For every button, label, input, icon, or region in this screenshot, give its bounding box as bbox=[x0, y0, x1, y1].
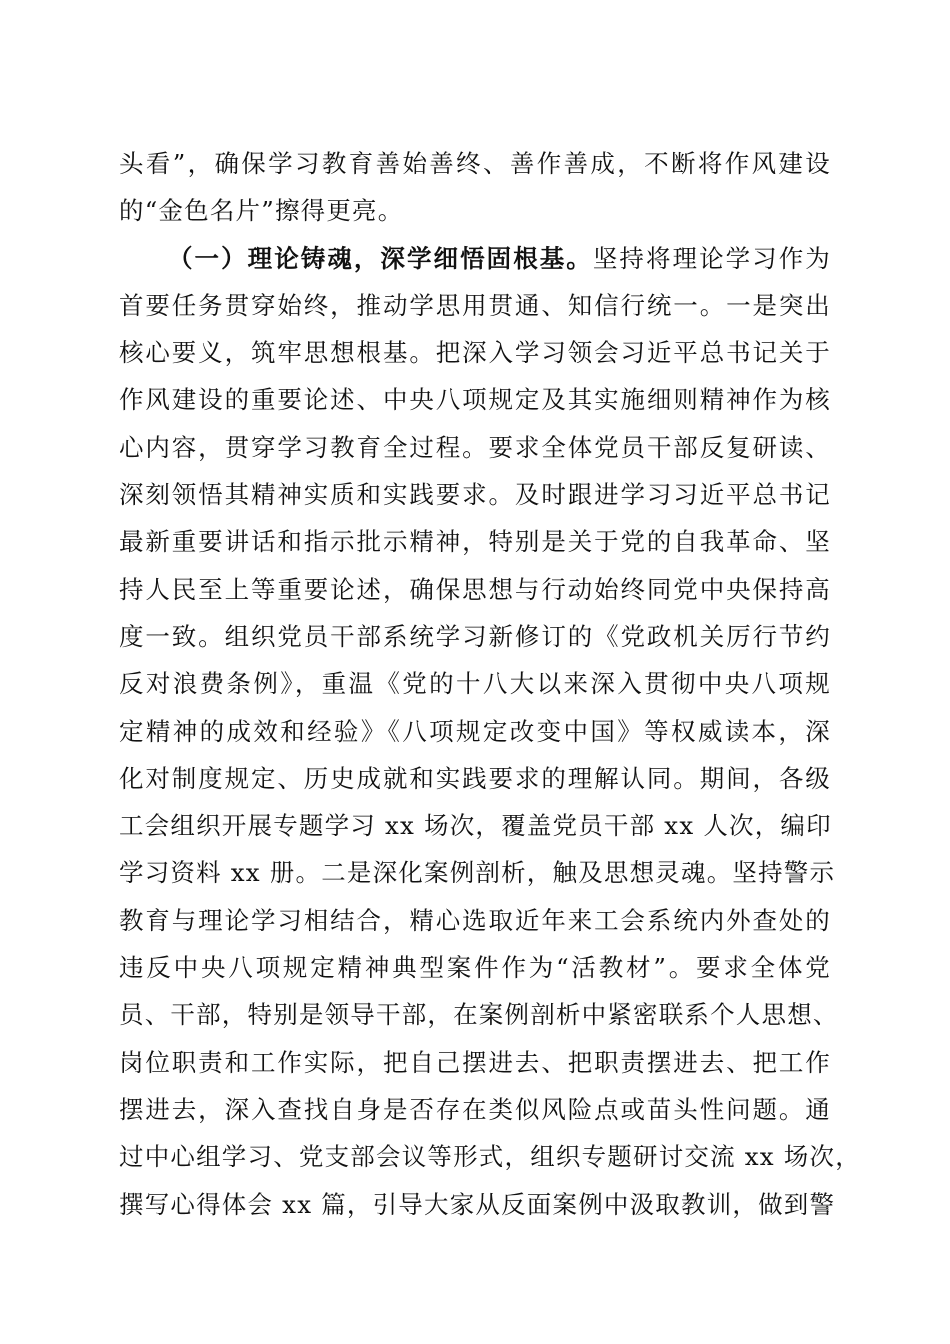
body-text bbox=[119, 140, 861, 1228]
text-line: 心内容，贯穿学习教育全过程。要求全体党员干部反复研读、 bbox=[119, 432, 831, 462]
text-line: 坚持将理论学习作为 bbox=[592, 243, 831, 273]
section-first-line bbox=[119, 235, 831, 282]
text-line: 员、干部，特别是领导干部，在案例剖析中紧密联系个人思想、 bbox=[119, 1000, 839, 1030]
text-line: 作风建设的重要论述、中央八项规定及其实施细则精神作为核 bbox=[119, 385, 831, 415]
text-line: 深刻领悟其精神实质和实践要求。及时跟进学习习近平总书记 bbox=[119, 480, 831, 510]
text-line: 化对制度规定、历史成就和实践要求的理解认同。期间，各级 bbox=[119, 763, 831, 793]
text-line: 教育与理论学习相结合，精心选取近年来工会系统内外查处的 bbox=[119, 905, 831, 935]
text-line: 反对浪费条例》，重温《党的十八大以来深入贯彻中央八项规 bbox=[119, 669, 831, 699]
text-line: 度一致。组织党员干部系统学习新修订的《党政机关厉行节约 bbox=[119, 621, 831, 651]
text-line: 核心要义，筑牢思想根基。把深入学习领会习近平总书记关于 bbox=[119, 338, 831, 368]
text-line: 头看”，确保学习教育善始善终、善作善成，不断将作风建设 bbox=[119, 149, 831, 178]
section-heading: （一）理论铸魂，深学细悟固根基。 bbox=[168, 243, 593, 273]
text-line: 岗位职责和工作实际，把自己摆进去、把职责摆进去、把工作 bbox=[119, 1047, 831, 1077]
text-line: 工会组织开展专题学习 xx 场次，覆盖党员干部 xx 人次，编印 bbox=[119, 811, 832, 841]
text-line: 最新重要讲话和指示批示精神，特别是关于党的自我革命、坚 bbox=[119, 527, 831, 557]
text-line: 撰写心得体会 xx 篇，引导大家从反面案例中汲取教训，做到警 bbox=[119, 1189, 836, 1219]
text-line: 学习资料 xx 册。二是深化案例剖析，触及思想灵魂。坚持警示 bbox=[119, 858, 836, 888]
text-line: 摆进去，深入查找自身是否存在类似风险点或苗头性问题。通 bbox=[119, 1094, 831, 1124]
text-line: 的“金色名片”擦得更亮。 bbox=[119, 196, 404, 226]
text-line: 定精神的成效和经验》《八项规定改变中国》等权威读本，深 bbox=[119, 716, 831, 746]
text-line: 持人民至上等重要论述，确保思想与行动始终同党中央保持高 bbox=[119, 574, 831, 604]
text-line: 过中心组学习、党支部会议等形式，组织专题研讨交流 xx 场次， bbox=[119, 1142, 861, 1172]
text-line: 首要任务贯穿始终，推动学思用贯通、知信行统一。一是突出 bbox=[119, 290, 831, 320]
text-line: 违反中央八项规定精神典型案件作为“活教材”。要求全体党 bbox=[119, 953, 831, 983]
